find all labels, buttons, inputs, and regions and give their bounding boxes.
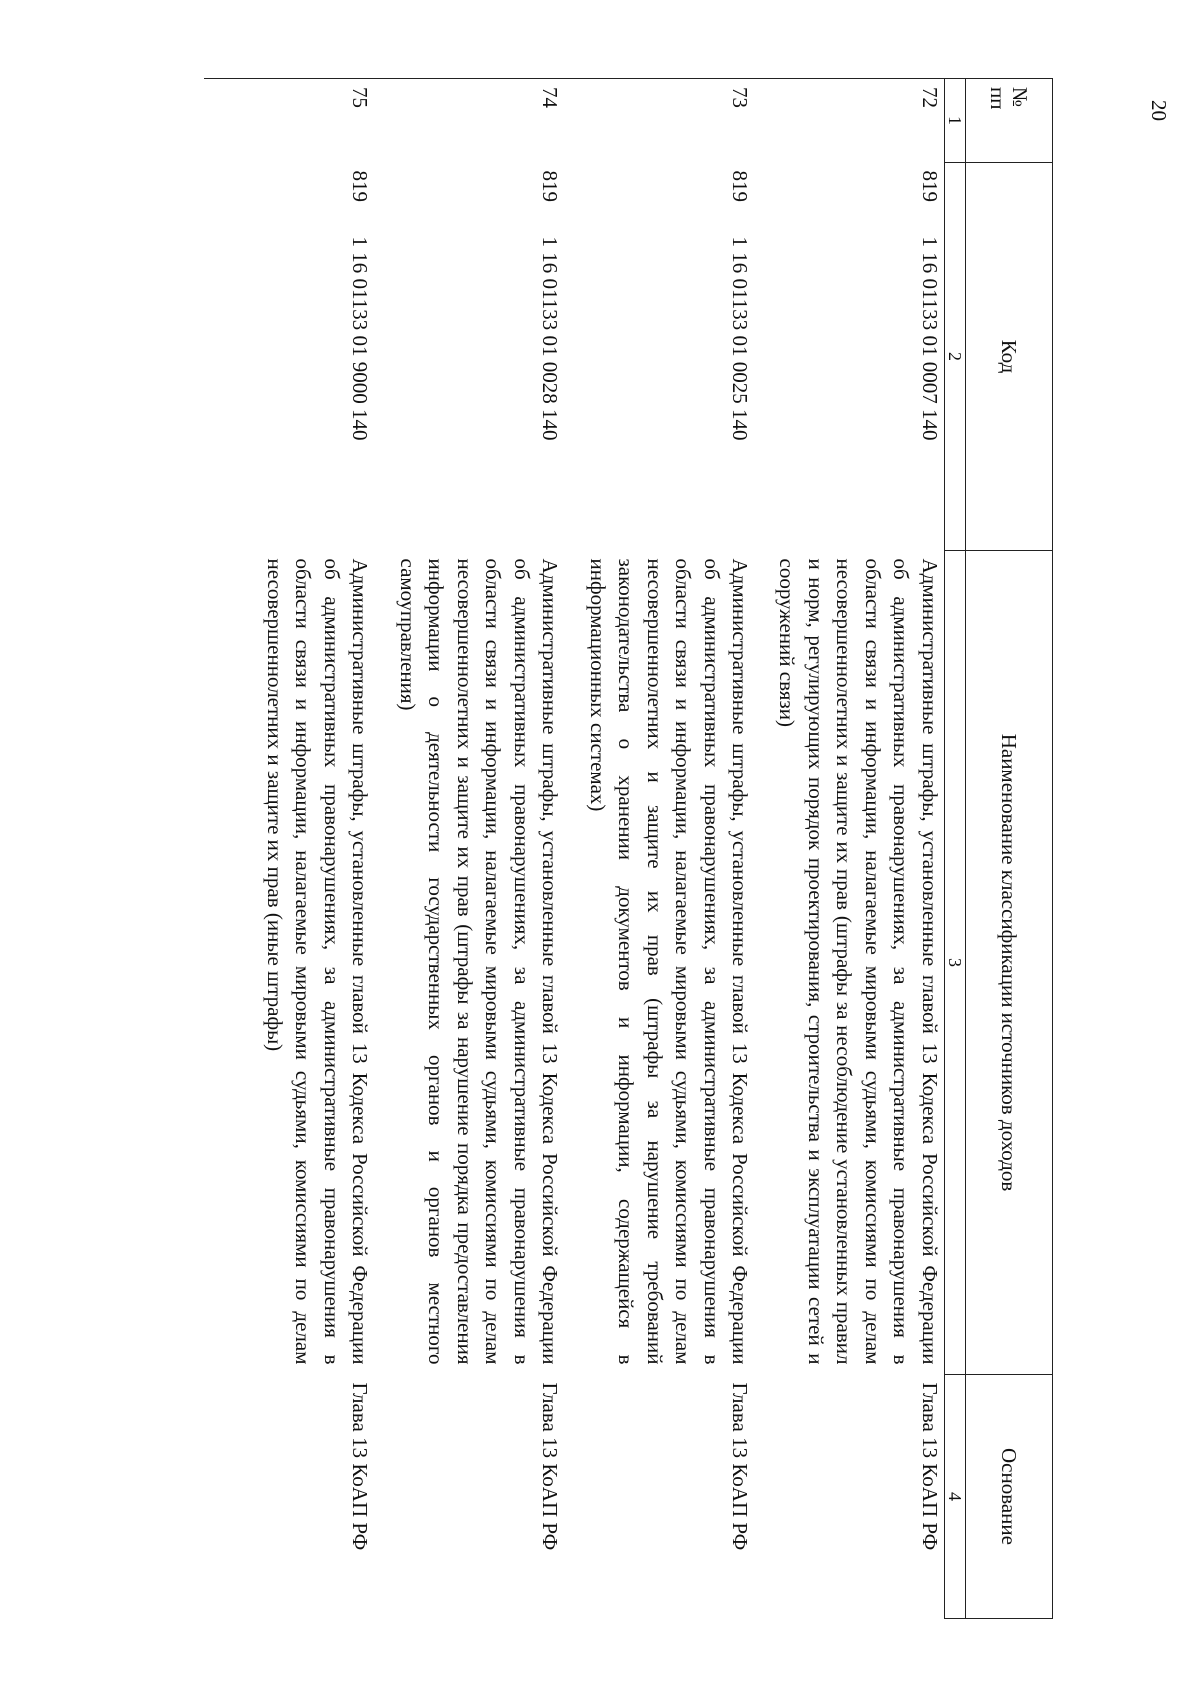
header-code: Код — [966, 163, 1053, 551]
rotated-page-content — [158, 78, 1053, 1618]
header-num-symbol: № — [1008, 87, 1032, 108]
row-code-cell — [565, 163, 755, 551]
legal-basis: Глава 13 КоАП РФ — [728, 1382, 753, 1551]
row-number: 73 — [565, 79, 755, 163]
column-number-3: 3 — [945, 551, 966, 1375]
administrator-code: 819 — [728, 170, 753, 202]
row-number: 72 — [755, 79, 945, 163]
revenue-classification-table — [205, 78, 1054, 1619]
administrator-code: 819 — [538, 170, 563, 202]
revenue-name: Административные штрафы, установленные главой 13 Кодекса Российской Федерации об административных правонарушениях, за административные правонарушения в области связи и информации, налагаемые мировыми судьями, комиссиями по делам несовершеннолетних и защите их прав (штрафы за нарушение требований законодательства о хранении документов и информации, содержащейся в информационных системах) — [586, 558, 753, 1365]
table-row — [205, 79, 375, 1619]
revenue-name: Административные штрафы, установленные главой 13 Кодекса Российской Федерации об административных правонарушениях, за административные правонарушения в области связи и информации, налагаемые мировыми судьями, комиссиями по делам несовершеннолетних и защите их прав (штрафы за несоблюдение установленных правил и норм, регулирующих порядок проектирования, строительства и эксплуатации сетей и сооружений связи) — [775, 558, 942, 1365]
column-number-2: 2 — [945, 163, 966, 551]
row-code-cell — [375, 163, 565, 551]
revenue-code: 1 16 01133 01 9000 140 — [348, 236, 373, 441]
column-number-row — [945, 79, 966, 1619]
column-number-1: 1 — [945, 79, 966, 163]
header-num — [966, 79, 1053, 163]
row-code-cell — [755, 163, 945, 551]
legal-basis: Глава 13 КоАП РФ — [348, 1382, 373, 1551]
revenue-code: 1 16 01133 01 0028 140 — [538, 236, 563, 441]
table-row — [565, 79, 755, 1619]
header-num-abbr: пп — [986, 87, 1010, 110]
legal-basis: Глава 13 КоАП РФ — [538, 1382, 563, 1551]
page-number: 20 — [1147, 100, 1171, 121]
revenue-name: Административные штрафы, установленные главой 13 Кодекса Российской Федерации об административных правонарушениях, за административные правонарушения в области связи и информации, налагаемые мировыми судьями, комиссиями по делам несовершеннолетних и защите их прав (штрафы за нарушение порядка предоставления информации о деятельности государственных органов и органов местного самоуправления) — [396, 558, 563, 1365]
row-number: 74 — [375, 79, 565, 163]
administrator-code: 819 — [348, 170, 373, 202]
table-row — [375, 79, 565, 1619]
revenue-code: 1 16 01133 01 0025 140 — [728, 236, 753, 441]
revenue-code: 1 16 01133 01 0007 140 — [918, 236, 942, 441]
header-name: Наименование классификации источников доходов — [966, 551, 1053, 1375]
row-code-cell — [205, 163, 375, 551]
column-number-4: 4 — [945, 1375, 966, 1619]
header-basis: Основание — [966, 1375, 1053, 1619]
row-number: 75 — [205, 79, 375, 163]
table-row — [755, 79, 945, 1619]
table-header-row — [966, 79, 1053, 1619]
legal-basis: Глава 13 КоАП РФ — [918, 1382, 942, 1551]
revenue-name: Административные штрафы, установленные главой 13 Кодекса Российской Федерации об административных правонарушениях, за административные правонарушения в области связи и информации, налагаемые мировыми судьями, комиссиями по делам несовершеннолетних и защите их прав (иные штрафы) — [263, 558, 373, 1365]
administrator-code: 819 — [918, 170, 942, 202]
